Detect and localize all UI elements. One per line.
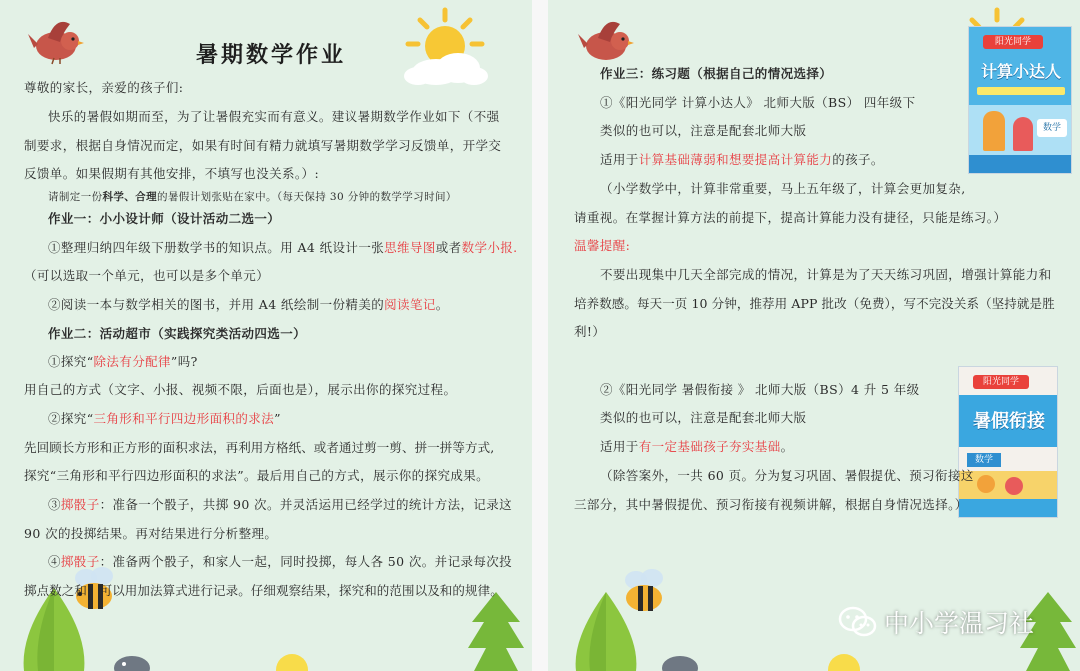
tree-icon — [566, 588, 646, 671]
hw1-item-1 — [48, 240, 518, 256]
book1-line-1: ①《阳光同学 计算小达人》 北师大版（BS） 四年级下 — [600, 95, 916, 110]
book1-line-5: 请重视。在掌握计算方法的前提下，提高计算能力没有捷径，只能是练习。） — [574, 210, 1007, 225]
hw1-heading: 作业一：小小设计师（设计活动二选一） — [48, 211, 281, 226]
chick-icon — [272, 650, 312, 671]
hw2-activity-3-line-2: 90 次的投掷结果。再对结果进行分析整理。 — [24, 526, 278, 541]
hw2-activity-2-highlight: 三角形和平行四边形面积的求法 — [93, 411, 275, 426]
book2-line-2: 类似的也可以，注意是配套北师大版 — [600, 410, 807, 425]
intro-line-1: 快乐的暑假如期而至，为了让暑假充实而有意义。建议暑期数学作业如下（不强 — [48, 109, 500, 124]
book1-line-2: 类似的也可以，注意是配套北师大版 — [600, 123, 807, 138]
book1-line-3-highlight: 计算基础薄弱和想要提高计算能力 — [638, 152, 833, 167]
book2-line-3-highlight: 有一定基础孩子夯实基础 — [638, 439, 781, 454]
hw2-activity-1-before: ①探究“ — [48, 354, 94, 369]
tip-line-3: 利!） — [574, 324, 606, 339]
plan-note-before: 请制定一份 — [48, 191, 103, 203]
hw2-activity-4-line-2: 掷点数之和，可以用加法算式进行记录。仔细观察结果，探究和的范围以及和的规律。 — [24, 583, 503, 598]
hw2-activity-2-before: ②探究“ — [48, 411, 94, 426]
hw2-activity-4-highlight: 掷骰子 — [60, 554, 100, 569]
chick-icon — [824, 650, 864, 671]
book1-line-4: （小学数学中，计算非常重要，马上五年级了，计算会更加复杂, — [600, 181, 966, 196]
intro-line-2: 制要求，根据自身情况而定，如果有时间有精力就填写暑期数学学习反馈单，开学交 — [24, 138, 502, 153]
left-page — [0, 0, 532, 671]
hw2-activity-3-before: ③ — [48, 497, 61, 512]
cover-title-2: 暑假衔接 — [973, 411, 1045, 432]
cover-brand-2: 阳光同学 — [973, 375, 1029, 389]
book-cover-calc — [968, 26, 1072, 174]
hw2-activity-4-after: ：准备两个骰子，和家人一起，同时投掷，每人各 50 次。并记录每次投 — [99, 554, 513, 569]
book2-line-3 — [600, 439, 794, 455]
page-gutter — [532, 0, 548, 671]
hw2-activity-1-highlight: 除法有分配律 — [93, 354, 171, 369]
book2-line-1: ②《阳光同学 暑假衔接 》 北师大版（BS）4 升 5 年级 — [600, 382, 920, 397]
hw2-activity-4 — [48, 554, 512, 570]
book-cover-summer — [958, 366, 1058, 518]
book1-line-3-before: 适用于 — [600, 152, 639, 167]
book2-line-5: 三部分，其中暑假提优、预习衔接有视频讲解，根据自身情况选择。） — [574, 497, 968, 512]
hw2-heading: 作业二：活动超市（实践探究类活动四选一） — [48, 326, 307, 341]
tip-label: 温馨提醒: — [574, 238, 631, 253]
hw1-item-1-highlight-2: 数学小报. — [461, 240, 518, 255]
cover-title: 计算小达人 — [980, 62, 1061, 81]
hw1-item-2-text: ②阅读一本与数学相关的图书，并用 A4 纸绘制一份精美的 — [48, 297, 385, 312]
plan-note-bold: 科学、合理 — [102, 191, 157, 203]
sun-icon — [400, 6, 490, 94]
cover-subject: 数学 — [1037, 119, 1067, 137]
book1-line-3-after: 的孩子。 — [832, 152, 884, 167]
hw2-activity-2-line-3: 探究“三角形和平行四边形面积的求法”。最后用自己的方式，展示你的探究成果。 — [24, 468, 490, 483]
watermark-text: 中小学温习社 — [884, 609, 1035, 638]
pine-tree-icon — [466, 592, 526, 671]
hw3-heading: 作业三：练习题（根据自己的情况选择） — [600, 66, 833, 81]
plan-note — [48, 189, 457, 205]
bird-icon — [576, 14, 634, 66]
hw1-item-1-mid: 或者 — [435, 240, 462, 255]
fish-icon — [108, 654, 158, 671]
hw1-item-1-line-2: （可以选取一个单元，也可以是多个单元） — [24, 268, 270, 283]
hw2-activity-2 — [48, 411, 281, 427]
hw2-activity-1-after: ”吗? — [170, 354, 198, 369]
bird-icon — [26, 14, 84, 66]
hw1-item-2-highlight: 阅读笔记 — [384, 297, 436, 312]
book2-line-3-before: 适用于 — [600, 439, 639, 454]
hw1-item-1-highlight-1: 思维导图 — [384, 240, 436, 255]
book2-line-4: （除答案外，一共 60 页。分为复习巩固、暑假提优、预习衔接这 — [600, 468, 974, 483]
hw1-item-2-end: 。 — [435, 297, 449, 312]
page-title: 暑期数学作业 — [196, 42, 347, 68]
hw1-item-1-text: ①整理归纳四年级下册数学书的知识点。用 A4 纸设计一张 — [48, 240, 385, 255]
cover-brand: 阳光同学 — [983, 35, 1043, 49]
hw2-activity-3-highlight: 掷骰子 — [60, 497, 100, 512]
hw1-item-2 — [48, 297, 449, 313]
intro-line-3: 反馈单。如果假期有其他安排，不填写也没关系。）: — [24, 166, 320, 181]
hw2-activity-1-line-2: 用自己的方式（文字、小报、视频不限，后面也是），展示出你的探究过程。 — [24, 382, 457, 397]
fish-icon — [656, 654, 706, 671]
greeting: 尊敬的家长，亲爱的孩子们: — [24, 80, 184, 95]
hw2-activity-3 — [48, 497, 512, 513]
hw2-activity-1 — [48, 354, 198, 370]
tip-line-2: 培养数感。每天一页 10 分钟，推荐用 APP 批改（免费），写不完没关系（坚持就是胜 — [574, 296, 1055, 311]
hw2-activity-2-after: ” — [274, 411, 281, 426]
tip-line-1: 不要出现集中几天全部完成的情况，计算是为了天天练习巩固，增强计算能力和 — [600, 267, 1052, 282]
watermark — [838, 604, 1034, 640]
hw2-activity-2-line-2: 先回顾长方形和正方形的面积求法，再利用方格纸、或者通过剪一剪、拼一拼等方式, — [24, 440, 495, 455]
hw2-activity-4-before: ④ — [48, 554, 61, 569]
cover-subject-2: 数学 — [967, 453, 1001, 467]
book2-line-3-after: 。 — [780, 439, 794, 454]
right-page — [548, 0, 1080, 671]
wechat-icon — [838, 606, 878, 638]
hw2-activity-3-after: ：准备一个骰子，共掷 90 次。并灵活运用已经学过的统计方法，记录这 — [99, 497, 513, 512]
book1-line-3 — [600, 152, 884, 168]
plan-note-after: 的暑假计划张贴在家中。（每天保持 30 分钟的数学学习时间） — [157, 191, 457, 203]
